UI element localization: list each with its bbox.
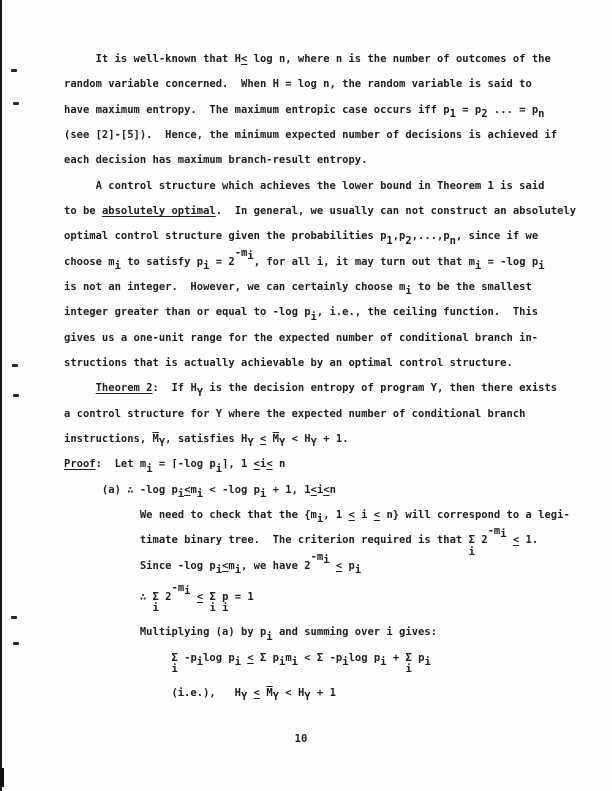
text-run: n} will correspond to a legi-: [380, 508, 570, 521]
text-run: <: [260, 432, 267, 445]
scan-speck-artifact: [13, 102, 19, 105]
text-line: [64, 681, 602, 706]
text-run: -m: [234, 246, 248, 259]
text-line: [64, 402, 602, 427]
text-run: i: [474, 260, 482, 273]
text-run: i: [177, 487, 185, 500]
text-run: i: [291, 655, 298, 668]
text-run: instructions,: [64, 432, 153, 445]
text-line: [64, 376, 602, 401]
text-run: [64, 382, 96, 394]
text-run: i: [316, 513, 324, 526]
text-run: <: [323, 483, 330, 496]
text-run: $\overline{M}$: [152, 432, 159, 445]
text-run: <: [512, 534, 520, 547]
text-run: i: [184, 585, 191, 598]
text-run: + 1: [310, 686, 336, 699]
text-line: [64, 246, 602, 275]
text-line: [64, 581, 602, 615]
text-run: p: [411, 651, 425, 664]
scan-speck-artifact: [13, 394, 19, 397]
text-run: ⌉, 1: [222, 458, 254, 471]
text-line: [64, 427, 602, 452]
stack-top: Σ: [405, 651, 412, 664]
text-run: 2: [474, 534, 488, 547]
text-run: = -log p: [481, 255, 539, 268]
text-run: <: [184, 483, 191, 496]
text-run: (i.e.), H: [64, 686, 242, 699]
text-line: [64, 72, 602, 97]
text-run: Theorem 2: [95, 382, 153, 395]
text-run: , 1: [323, 508, 349, 521]
text-run: + 1.: [316, 432, 349, 445]
text-run: <: [266, 458, 273, 471]
text-run: i: [234, 655, 242, 668]
stack-top: Σ: [152, 590, 159, 603]
sum-with-index-below: [468, 534, 475, 558]
text-run: -m: [487, 525, 501, 538]
text-run: $\overline{M}$: [266, 686, 273, 699]
text-run: i: [424, 655, 431, 668]
sum-with-index-below: [405, 651, 412, 675]
scan-speck-artifact: [12, 364, 18, 367]
text-run: p: [342, 559, 355, 572]
text-run: to be: [64, 204, 102, 217]
stack-top: Σ: [171, 651, 178, 664]
text-line: [64, 224, 602, 249]
text-run: is the decision entropy of program Y, then there exists: [203, 382, 558, 395]
text-line: [64, 199, 602, 224]
scan-speck-artifact: [11, 69, 17, 72]
text-run: Y: [310, 437, 317, 450]
text-run: Y: [241, 691, 248, 704]
text-line: [64, 503, 602, 528]
sum-with-index-below: [171, 651, 178, 675]
text-run: Multiplying (a) by p: [64, 626, 267, 639]
text-run: i: [310, 310, 317, 323]
text-run: , since if we: [455, 230, 539, 243]
page-number: 10: [294, 733, 308, 745]
text-run: ∴: [64, 590, 153, 603]
text-run: Y: [279, 437, 286, 450]
text-run: m: [285, 651, 292, 664]
text-run: log n, where n is the number of outcomes of the: [247, 53, 551, 65]
text-run: Σ p: [253, 651, 279, 664]
text-run: 1.: [519, 534, 539, 547]
text-run: -m: [310, 550, 324, 563]
text-run: Since -log p: [64, 559, 216, 572]
text-run: m: [190, 483, 197, 496]
text-run: i: [342, 655, 349, 668]
text-run: Y: [247, 437, 254, 450]
scan-speck-artifact: [11, 616, 17, 619]
text-line: [64, 351, 602, 376]
stack-bottom-index: i: [152, 602, 159, 615]
text-run: i: [215, 563, 223, 576]
text-line: [64, 47, 602, 72]
text-line: [64, 620, 602, 645]
text-run: ... = p: [487, 103, 539, 116]
text-run: ,p: [392, 230, 406, 243]
text-run: , for all i, it may turn out that m: [253, 255, 475, 268]
text-run: i: [538, 260, 545, 273]
text-run: <: [310, 483, 317, 496]
text-run: i: [196, 655, 204, 668]
text-run: = 1: [228, 590, 254, 603]
text-run: : If H: [152, 382, 197, 395]
text-run: i: [316, 483, 324, 496]
text-run: < H: [278, 686, 305, 699]
text-run: <: [222, 559, 229, 572]
text-run: <: [196, 590, 204, 603]
text-run: <: [247, 651, 254, 664]
text-run: i: [146, 462, 153, 475]
text-run: i: [114, 260, 121, 273]
text-run: i: [234, 563, 242, 576]
text-run: i: [203, 260, 210, 273]
scan-speck-artifact: [13, 642, 19, 645]
text-run: (see [2]-[5]). Hence, the minimum expected number of decisions is achieved if: [64, 128, 558, 141]
text-run: is not an integer. However, we can certainly choose m: [64, 280, 406, 293]
text-line: [64, 478, 602, 503]
text-run: , satisfies H: [165, 432, 248, 445]
text-line: [64, 452, 602, 477]
text-run: $\overline{M}$: [272, 432, 279, 445]
text-run: = p: [455, 103, 482, 116]
text-run: n: [449, 234, 456, 247]
text-run: and summing over i gives:: [272, 626, 437, 639]
scan-edge-artifact: [0, 0, 2, 791]
text-run: <: [348, 508, 355, 521]
text-run: choose m: [64, 255, 115, 268]
stack-bottom-index: i: [209, 602, 216, 615]
stack-top: Σ: [209, 590, 216, 603]
stack-bottom-index: i: [222, 602, 229, 615]
text-run: optimal control structure given the probabilities p: [64, 230, 387, 243]
text-run: 2: [158, 590, 172, 603]
text-line: [64, 98, 602, 123]
scan-corner-artifact: [0, 768, 4, 787]
stack-bottom-index: i: [171, 662, 178, 675]
text-run: A control structure which achieves the lower bound in Theorem 1 is said: [64, 179, 545, 192]
text-run: (a) ∴ -log p: [64, 483, 178, 496]
text-run: -p: [177, 651, 197, 664]
text-run: i: [196, 487, 204, 500]
text-run: to be the smallest: [411, 280, 532, 293]
sum-with-index-below: [152, 590, 159, 615]
text-run: n: [538, 108, 545, 121]
text-line: [64, 646, 602, 675]
text-run: i: [380, 655, 387, 668]
text-run: gives us a one-unit range for the expected number of conditional branch in-: [64, 331, 539, 344]
text-run: i: [266, 630, 273, 643]
text-run: log p: [348, 651, 381, 664]
text-run: a control structure for Y where the expected number of conditional branch: [64, 407, 526, 420]
text-run: n: [329, 483, 336, 496]
text-run: <: [253, 686, 260, 699]
text-run: i: [215, 462, 223, 475]
text-run: absolutely optimal: [101, 204, 216, 217]
text-run: , i.e., the ceiling function. This: [316, 306, 539, 319]
text-run: i: [500, 528, 507, 541]
text-run: 2: [405, 234, 412, 247]
text-run: n: [272, 458, 286, 471]
text-run: i: [354, 563, 362, 576]
stack-top: Σ: [468, 534, 475, 547]
text-run: +: [386, 651, 406, 664]
document-text-block: [64, 47, 602, 706]
text-run: i: [323, 553, 330, 566]
text-line: [64, 550, 602, 579]
sum-with-index-below: [209, 590, 216, 615]
text-run: i: [247, 249, 254, 262]
text-run: i: [278, 655, 286, 668]
text-run: to satisfy p: [120, 255, 204, 268]
text-run: <: [241, 53, 248, 65]
text-run: < H: [285, 432, 311, 445]
text-line: [64, 525, 602, 558]
text-run: timate binary tree. The criterion required is that: [64, 534, 469, 547]
text-run: <: [373, 508, 381, 521]
text-line: [64, 275, 602, 300]
text-line: [64, 174, 602, 199]
text-run: < Σ -p: [297, 651, 343, 664]
text-run: 1: [386, 234, 393, 247]
text-run: i: [405, 285, 412, 298]
stack-top: p: [222, 590, 229, 603]
text-run: m: [228, 559, 235, 572]
text-run: log p: [203, 651, 235, 664]
text-line: [64, 148, 602, 173]
text-run: 1: [449, 108, 456, 121]
text-run: [64, 652, 171, 664]
text-run: < -log p: [203, 483, 261, 496]
text-run: We need to check that the {m: [64, 508, 317, 521]
text-run: : Let m: [95, 458, 147, 471]
text-run: 2: [481, 108, 488, 121]
text-run: i: [260, 487, 267, 500]
text-run: + 1, 1: [266, 483, 311, 496]
text-run: structions that is actually achievable by an optimal control structure.: [64, 356, 513, 369]
text-run: Proof: [64, 458, 96, 471]
text-run: ,...,p: [411, 230, 450, 243]
text-run: i: [260, 458, 267, 471]
text-run: . In general, we usually can not construct an absolutely: [215, 204, 577, 217]
text-run: Y: [304, 691, 311, 704]
text-run: integer greater than or equal to -log p: [64, 306, 311, 319]
text-run: random variable concerned. When H = log n, the random variable is said to: [64, 78, 532, 91]
stack-bottom-index: i: [468, 545, 475, 558]
text-line: [64, 123, 602, 148]
text-run: <: [253, 458, 260, 471]
text-run: Y: [196, 386, 204, 399]
text-run: each decision has maximum branch-result entropy.: [64, 154, 368, 167]
text-line: [64, 300, 602, 325]
text-line: [64, 326, 602, 351]
text-run: It is well-known that H: [64, 53, 242, 65]
text-run: = 2: [209, 255, 235, 268]
text-run: have maximum entropy. The maximum entropic case occurs iff p: [64, 103, 450, 116]
text-run: = ⌈-log p: [152, 458, 216, 471]
text-run: i: [354, 508, 374, 521]
text-run: -m: [171, 581, 185, 594]
text-run: Y: [158, 437, 166, 450]
sum-with-index-below: [222, 590, 229, 615]
text-run: Y: [272, 691, 279, 704]
text-run: , we have 2: [241, 559, 311, 572]
stack-bottom-index: i: [405, 662, 412, 675]
text-run: <: [335, 559, 343, 572]
